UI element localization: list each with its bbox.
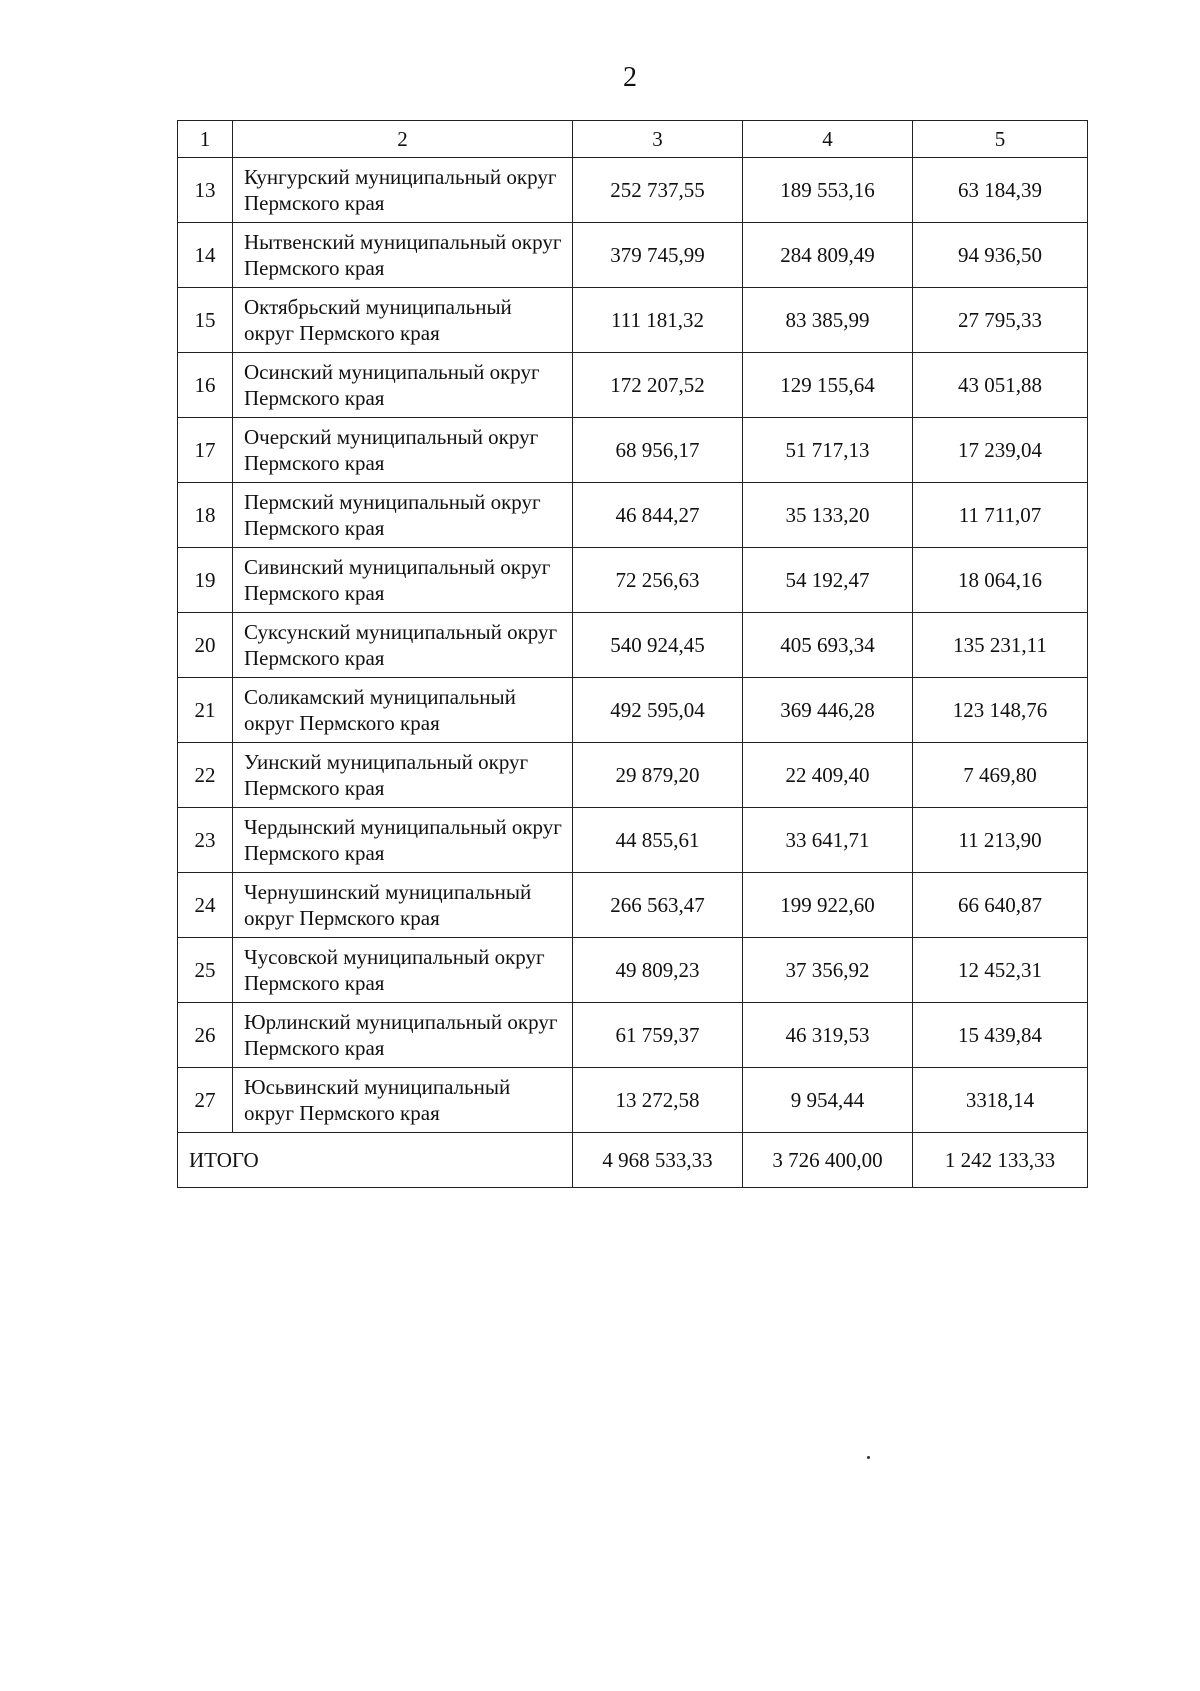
- table-row: [178, 288, 1088, 353]
- row-number-cell: 17: [178, 418, 233, 483]
- municipality-name-cell: Осинский муниципальный округ Пермского края: [233, 353, 573, 418]
- column-5-value-cell: 63 184,39: [913, 158, 1088, 223]
- column-4-value-cell: 37 356,92: [743, 938, 913, 1003]
- row-number-cell: 19: [178, 548, 233, 613]
- column-number-row: [178, 121, 1088, 158]
- table-row: [178, 548, 1088, 613]
- total-label: ИТОГО: [178, 1133, 573, 1188]
- table-body: [178, 121, 1088, 1188]
- total-c3-cell: 4 968 533,33: [573, 1133, 743, 1188]
- column-5-value-cell: 123 148,76: [913, 678, 1088, 743]
- column-5-value-cell: 94 936,50: [913, 223, 1088, 288]
- table-row: [178, 158, 1088, 223]
- column-4-value-cell: 22 409,40: [743, 743, 913, 808]
- row-number-cell: 18: [178, 483, 233, 548]
- allocation-table: [177, 120, 1088, 1188]
- column-5-value-cell: 27 795,33: [913, 288, 1088, 353]
- column-3-value-cell: 266 563,47: [573, 873, 743, 938]
- municipality-name-cell: Сивинский муниципальный округ Пермского края: [233, 548, 573, 613]
- column-4-value-cell: 129 155,64: [743, 353, 913, 418]
- column-3-value-cell: 492 595,04: [573, 678, 743, 743]
- column-header: 5: [913, 121, 1088, 158]
- municipality-name-cell: Очерский муниципальный округ Пермского края: [233, 418, 573, 483]
- table-row: [178, 808, 1088, 873]
- column-3-value-cell: 111 181,32: [573, 288, 743, 353]
- table-row: [178, 223, 1088, 288]
- column-4-value-cell: 46 319,53: [743, 1003, 913, 1068]
- table-row: [178, 613, 1088, 678]
- column-4-value-cell: 33 641,71: [743, 808, 913, 873]
- column-header: 1: [178, 121, 233, 158]
- table-row: [178, 1068, 1088, 1133]
- row-number-cell: 20: [178, 613, 233, 678]
- total-row: [178, 1133, 1088, 1188]
- row-number-cell: 21: [178, 678, 233, 743]
- column-3-value-cell: 61 759,37: [573, 1003, 743, 1068]
- table-row: [178, 678, 1088, 743]
- table-row: [178, 873, 1088, 938]
- table-row: [178, 938, 1088, 1003]
- table-row: [178, 743, 1088, 808]
- column-5-value-cell: 66 640,87: [913, 873, 1088, 938]
- municipality-name-cell: Чердынский муниципальный округ Пермского края: [233, 808, 573, 873]
- column-5-value-cell: 12 452,31: [913, 938, 1088, 1003]
- municipality-name-cell: Чернушинский муниципальный округ Пермского края: [233, 873, 573, 938]
- row-number-cell: 14: [178, 223, 233, 288]
- table-row: [178, 483, 1088, 548]
- column-5-value-cell: 135 231,11: [913, 613, 1088, 678]
- municipality-name-cell: Суксунский муниципальный округ Пермского края: [233, 613, 573, 678]
- municipality-name-cell: Юрлинский муниципальный округ Пермского края: [233, 1003, 573, 1068]
- table-row: [178, 1003, 1088, 1068]
- municipality-name-cell: Пермский муниципальный округ Пермского края: [233, 483, 573, 548]
- row-number-cell: 24: [178, 873, 233, 938]
- municipality-name-cell: Октябрьский муниципальный округ Пермского края: [233, 288, 573, 353]
- row-number-cell: 13: [178, 158, 233, 223]
- column-5-value-cell: 11 711,07: [913, 483, 1088, 548]
- column-4-value-cell: 54 192,47: [743, 548, 913, 613]
- column-3-value-cell: 540 924,45: [573, 613, 743, 678]
- column-5-value-cell: 43 051,88: [913, 353, 1088, 418]
- column-3-value-cell: 379 745,99: [573, 223, 743, 288]
- column-5-value-cell: 15 439,84: [913, 1003, 1088, 1068]
- column-5-value-cell: 3318,14: [913, 1068, 1088, 1133]
- row-number-cell: 26: [178, 1003, 233, 1068]
- column-header: 3: [573, 121, 743, 158]
- row-number-cell: 23: [178, 808, 233, 873]
- municipality-name-cell: Нытвенский муниципальный округ Пермского края: [233, 223, 573, 288]
- municipality-name-cell: Кунгурский муниципальный округ Пермского края: [233, 158, 573, 223]
- municipality-name-cell: Соликамский муниципальный округ Пермского края: [233, 678, 573, 743]
- table-row: [178, 353, 1088, 418]
- column-3-value-cell: 49 809,23: [573, 938, 743, 1003]
- column-5-value-cell: 11 213,90: [913, 808, 1088, 873]
- column-5-value-cell: 17 239,04: [913, 418, 1088, 483]
- column-4-value-cell: 9 954,44: [743, 1068, 913, 1133]
- column-4-value-cell: 83 385,99: [743, 288, 913, 353]
- column-4-value-cell: 405 693,34: [743, 613, 913, 678]
- page-number: 2: [623, 62, 637, 93]
- column-5-value-cell: 7 469,80: [913, 743, 1088, 808]
- row-number-cell: 15: [178, 288, 233, 353]
- scan-speck: [867, 1456, 870, 1459]
- column-3-value-cell: 72 256,63: [573, 548, 743, 613]
- column-4-value-cell: 189 553,16: [743, 158, 913, 223]
- column-4-value-cell: 369 446,28: [743, 678, 913, 743]
- row-number-cell: 25: [178, 938, 233, 1003]
- municipality-name-cell: Чусовской муниципальный округ Пермского края: [233, 938, 573, 1003]
- row-number-cell: 16: [178, 353, 233, 418]
- row-number-cell: 27: [178, 1068, 233, 1133]
- total-c4-cell: 3 726 400,00: [743, 1133, 913, 1188]
- column-3-value-cell: 172 207,52: [573, 353, 743, 418]
- total-c5-cell: 1 242 133,33: [913, 1133, 1088, 1188]
- column-4-value-cell: 284 809,49: [743, 223, 913, 288]
- column-3-value-cell: 13 272,58: [573, 1068, 743, 1133]
- column-3-value-cell: 68 956,17: [573, 418, 743, 483]
- municipality-name-cell: Юсьвинский муниципальный округ Пермского края: [233, 1068, 573, 1133]
- column-header: 4: [743, 121, 913, 158]
- column-3-value-cell: 29 879,20: [573, 743, 743, 808]
- table-row: [178, 418, 1088, 483]
- column-header: 2: [233, 121, 573, 158]
- row-number-cell: 22: [178, 743, 233, 808]
- municipality-name-cell: Уинский муниципальный округ Пермского края: [233, 743, 573, 808]
- column-4-value-cell: 51 717,13: [743, 418, 913, 483]
- column-3-value-cell: 46 844,27: [573, 483, 743, 548]
- column-4-value-cell: 199 922,60: [743, 873, 913, 938]
- column-5-value-cell: 18 064,16: [913, 548, 1088, 613]
- column-3-value-cell: 252 737,55: [573, 158, 743, 223]
- column-4-value-cell: 35 133,20: [743, 483, 913, 548]
- column-3-value-cell: 44 855,61: [573, 808, 743, 873]
